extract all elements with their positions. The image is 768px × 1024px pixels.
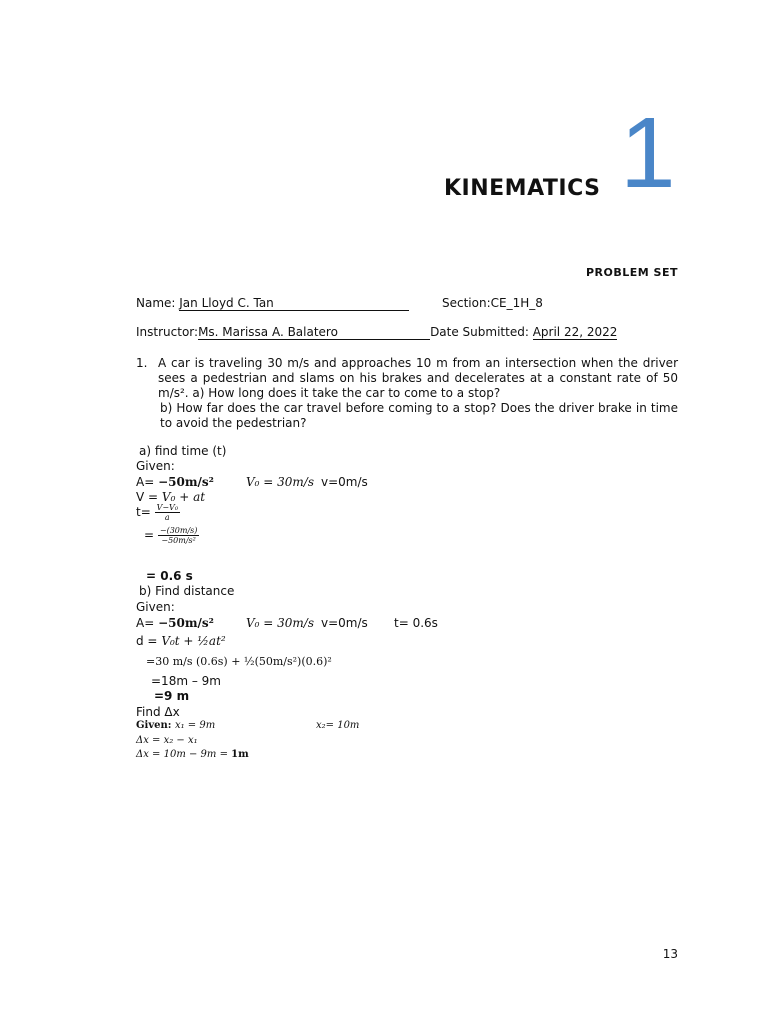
solution-b-time: t= 0.6s (394, 616, 438, 630)
time-fraction: $\frac{\text{V−V₀}}{a}$ (156, 503, 179, 522)
problem-statement (136, 356, 678, 401)
solution-b-acceleration: A= −50m/s² (136, 616, 214, 630)
problem-number: 1. (136, 356, 148, 370)
solution-b-result: =9 m (154, 689, 190, 703)
solution-a-equation-1: V = V₀ + at (136, 490, 206, 504)
solution-a-heading: a) find time (t) (139, 444, 227, 458)
solution-c-equation-2: Δx = 10m − 9m = 1m (136, 749, 249, 760)
solution-c-heading: Find Δx (136, 705, 180, 719)
solution-b-equation-2: =30 m/s (0.6s) + ½(50m/s²)(0.6)² (146, 655, 332, 668)
problem-text: A car is traveling 30 m/s and approaches 10 m from an intersection when the driver sees a pedestrian and slams on his brakes and decelerates at a constant rate of 50 m/s². a) How long does it take the car to come to a stop? (158, 356, 678, 400)
page-number: 13 (662, 947, 678, 961)
date-value: April 22, 2022 (532, 325, 618, 339)
solution-a-equation-2: t= $\frac{\text{V−V₀}}{a}$ (136, 503, 179, 522)
solution-a-acceleration: A= −50m/s² (136, 475, 214, 489)
name-row (136, 296, 409, 311)
solution-a-initial-velocity: V₀ = 30m/s (246, 475, 315, 489)
solution-c-equation-1: Δx = x₂ − x₁ (136, 735, 198, 746)
section-value: CE_1H_8 (490, 296, 543, 310)
problem-part-b: b) How far does the car travel before coming to a stop? Does the driver brake in time to avoid the pedestrian? (160, 401, 678, 430)
date-label: Date Submitted: (430, 325, 533, 339)
name-label: Name: (136, 296, 180, 310)
section-field-label: Section: (442, 296, 491, 310)
acceleration-value: −50m/s² (158, 475, 214, 489)
solution-a-result: = 0.6 s (146, 569, 193, 583)
solution-b-equation-3: =18m – 9m (151, 674, 221, 688)
solution-c-x2: x₂= 10m (316, 720, 360, 731)
solution-b-heading: b) Find distance (139, 584, 235, 598)
section-row (442, 296, 543, 310)
solution-c-given: Given: x₁ = 9m (136, 720, 216, 731)
section-label: PROBLEM SET (585, 266, 678, 279)
instructor-row (136, 325, 617, 340)
instructor-value: Ms. Marissa A. Balatero (198, 325, 430, 340)
instructor-label: Instructor: (136, 325, 199, 339)
solution-b-equation-1: d = V₀t + ½at² (136, 634, 226, 648)
solution-b-given: Given: (136, 600, 175, 614)
solution-a-given: Given: (136, 459, 175, 473)
substituted-fraction: $\frac{-(30m/s)}{\text{−50m/s²}}$ (159, 526, 198, 545)
solution-a-final-velocity: v=0m/s (321, 475, 368, 489)
solution-b-initial-velocity: V₀ = 30m/s (246, 616, 315, 630)
chapter-number: 1 (620, 97, 676, 209)
solution-a-equation-3: = $\frac{-(30m/s)}{\text{−50m/s²}}$ (144, 526, 198, 545)
name-value: Jan Lloyd C. Tan (179, 296, 409, 311)
solution-b-final-velocity: v=0m/s (321, 616, 368, 630)
chapter-title: KINEMATICS (444, 176, 601, 201)
displacement-result: 1m (231, 749, 249, 760)
